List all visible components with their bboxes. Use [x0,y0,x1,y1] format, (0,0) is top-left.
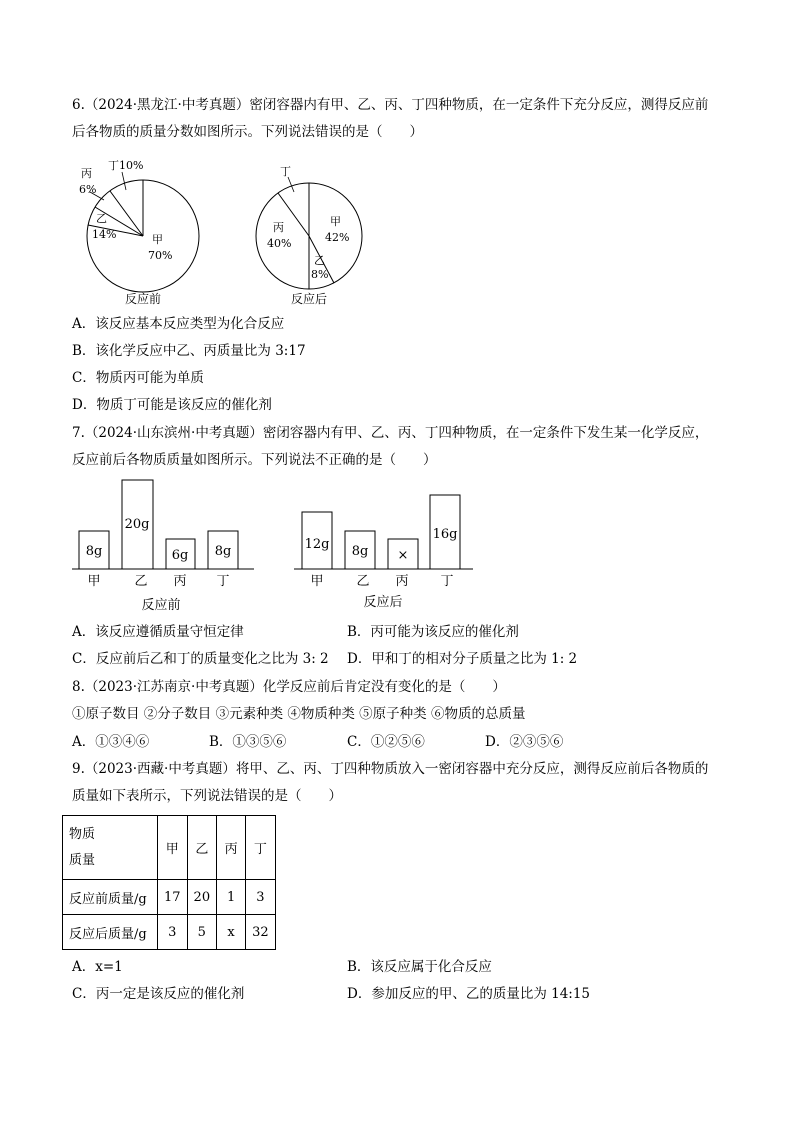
q6-option-d: D．物质丁可能是该反应的催化剂 [72,397,272,413]
table-cell: 32 [246,915,276,950]
q8-items: ①原子数目 ②分子数目 ③元素种类 ④物质种类 ⑤原子种类 ⑥物质的总质量 [72,706,526,722]
q8-option-a: A．①③④⑥ [72,734,150,750]
q7-option-a: A．该反应遵循质量守恒定律 [72,624,244,640]
q6-pie-charts [0,150,420,310]
bar-before-jia-name: 甲 [87,574,101,589]
q6-option-b: B．该化学反应中乙、丙质量比为 3:17 [72,343,306,359]
pie-before [79,159,199,306]
bar-before-bing-name: 丙 [173,574,187,589]
table-row [63,915,276,950]
table-col-yi: 乙 [187,816,217,880]
q9-option-c: C．丙一定是该反应的催化剂 [72,986,245,1002]
q8-option-c: C．①②⑤⑥ [347,734,425,750]
q8-option-d: D．②③⑤⑥ [485,734,564,750]
q7-stem-line2: 反应前后各物质质量如图所示。下列说法不正确的是（ ） [72,452,437,468]
q8-option-b: B．①③⑤⑥ [209,734,287,750]
table-header-row [63,816,276,880]
q9-stem-line2: 质量如下表所示，下列说法错误的是（ ） [72,788,342,804]
q9-data-table [62,815,276,950]
q6-stem-line1: 6.（2024·黑龙江·中考真题）密闭容器内有甲、乙、丙、丁四种物质，在一定条件下充分反应，测得反应前 [72,97,709,113]
table-header-bottom: 质量 [69,852,96,868]
q7-option-d: D．甲和丁的相对分子质量之比为 1: 2 [347,651,578,667]
table-row-label: 反应前质量/g [63,880,158,915]
table-cell: 3 [158,915,188,950]
pie-after-bing-name: 丙 [273,221,284,234]
pie-after-yi-pct: 8% [311,268,329,281]
q7-stem-line1: 7.（2024·山东滨州·中考真题）密闭容器内有甲、乙、丙、丁四种物质，在一定条件下发生某一化学反应， [72,425,709,441]
bar-after-bing-value: × [397,548,409,563]
q6-stem-line2: 后各物质的质量分数如图所示。下列说法错误的是（ ） [72,124,423,140]
table-cell: 17 [158,880,188,915]
q9-option-d: D．参加反应的甲、乙的质量比为 14:15 [347,986,591,1002]
table-row [63,880,276,915]
q9-stem-line1: 9.（2023·西藏·中考真题）将甲、乙、丙、丁四种物质放入一密闭容器中充分反应，测得反应前后各物质的 [72,761,709,777]
q8-stem: 8.（2023·江苏南京·中考真题）化学反应前后肯定没有变化的是（ ） [72,679,506,695]
table-col-ding: 丁 [246,816,276,880]
pie-before-bing-name: 丙 [81,167,92,180]
pie-before-jia-pct: 70% [148,249,173,262]
pie-before-jia-name: 甲 [152,233,163,246]
q7-option-b: B．丙可能为该反应的催化剂 [347,624,519,640]
pie-after-caption: 反应后 [291,292,328,306]
table-cell: x [217,915,246,950]
bar-after-ding-value: 16g [432,527,458,542]
q9-option-b: B．该反应属于化合反应 [347,959,492,975]
bar-before-yi-value: 20g [124,517,150,532]
table-corner-cell [63,816,158,880]
bar-after-bing-name: 丙 [395,574,409,589]
bar-before-bing-value: 6g [171,548,189,563]
pie-before-caption: 反应前 [125,292,162,306]
pie-before-ding-label: 丁10% [108,159,144,172]
pie-after-jia-pct: 42% [325,231,350,244]
q6-option-a: A．该反应基本反应类型为化合反应 [72,316,285,332]
table-cell: 1 [217,880,246,915]
table-col-jia: 甲 [158,816,188,880]
table-cell: 3 [246,880,276,915]
pie-after-jia-name: 甲 [330,215,341,228]
pie-before-bing-pct: 6% [79,183,97,196]
bars-before [72,480,254,613]
bars-before-caption: 反应前 [141,598,181,613]
bar-before-ding-value: 8g [214,544,232,559]
bar-after-yi-name: 乙 [356,574,370,589]
bar-after-yi-value: 8g [351,544,369,559]
pie-before-yi-name: 乙 [96,212,107,225]
pie-after-bing-pct: 40% [267,237,292,250]
table-header-top: 物质 [69,826,96,842]
q7-option-c: C．反应前后乙和丁的质量变化之比为 3: 2 [72,651,329,667]
q7-bar-charts [0,474,490,616]
bar-after-jia-value: 12g [304,537,330,552]
bar-before-jia-value: 8g [85,544,103,559]
pie-after-ding-label: 丁 [280,165,291,178]
bar-after-ding-name: 丁 [440,574,454,589]
pie-after-yi-name: 乙 [314,254,325,267]
pie-after [256,165,362,306]
bars-after-caption: 反应后 [363,595,403,610]
bar-after-jia-name: 甲 [310,574,324,589]
bars-after [294,495,473,610]
table-cell: 5 [187,915,217,950]
bar-before-ding-name: 丁 [216,574,230,589]
q9-option-a: A．x=1 [72,959,123,975]
table-row-label: 反应后质量/g [63,915,158,950]
pie-before-yi-pct: 14% [92,228,117,241]
table-cell: 20 [187,880,217,915]
q6-option-c: C．物质丙可能为单质 [72,370,204,386]
bar-before-yi-name: 乙 [134,574,148,589]
table-col-bing: 丙 [217,816,246,880]
